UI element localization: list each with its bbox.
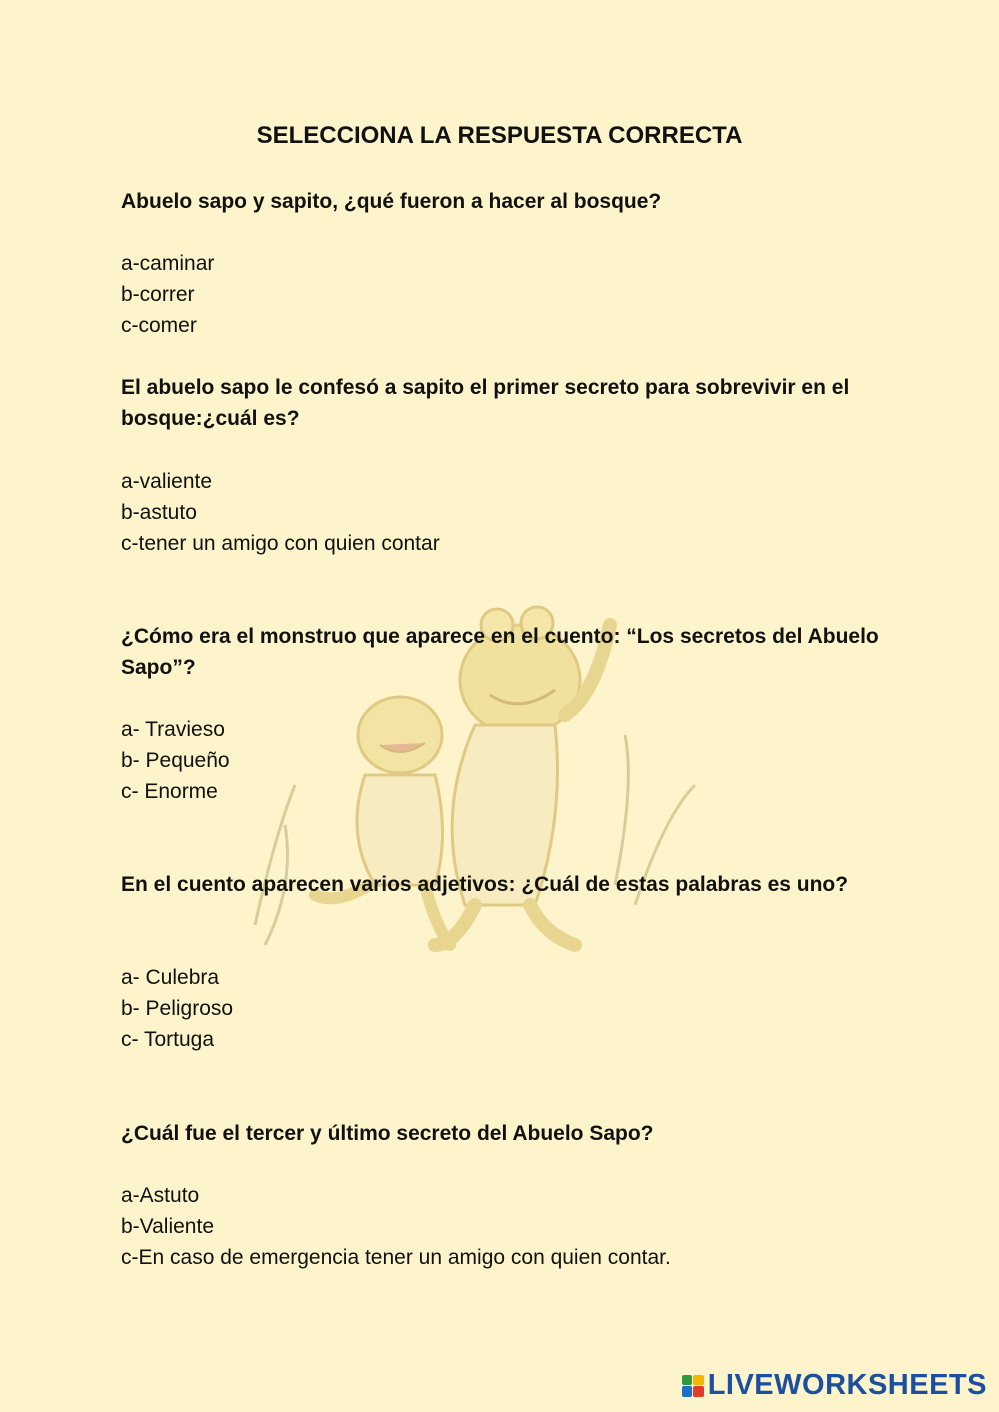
question-3: ¿Cómo era el monstruo que aparece en el cuento: “Los secretos del Abuelo Sapo”? (121, 625, 879, 679)
option-1a: a-caminar (121, 252, 215, 275)
option-5b: b-Valiente (121, 1215, 215, 1238)
option-4b: b- Peligroso (121, 997, 234, 1020)
options-2 (121, 466, 440, 559)
option-2a: a-valiente (121, 470, 213, 493)
option-4c: c- Tortuga (121, 1028, 214, 1051)
option-3c: c- Enorme (121, 780, 218, 803)
option-1c: c-comer (121, 314, 197, 337)
question-2: El abuelo sapo le confesó a sapito el primer secreto para sobrevivir en el bosque:¿cuál es? (121, 376, 850, 430)
option-1b: b-correr (121, 283, 195, 306)
options-4 (121, 962, 233, 1055)
liveworksheets-logo-icon (682, 1375, 704, 1397)
question-5: ¿Cuál fue el tercer y último secreto del Abuelo Sapo? (121, 1122, 654, 1145)
option-2b: b-astuto (121, 501, 197, 524)
question-4: En el cuento aparecen varios adjetivos: ¿Cuál de estas palabras es uno? (121, 873, 849, 896)
option-5c: c-En caso de emergencia tener un amigo con quien contar. (121, 1246, 671, 1269)
option-2c: c-tener un amigo con quien contar (121, 532, 440, 555)
brand-name: LIVEWORKSHEETS (707, 1369, 987, 1401)
option-3b: b- Pequeño (121, 749, 230, 772)
worksheet-title: SELECCIONA LA RESPUESTA CORRECTA (256, 122, 743, 149)
option-5a: a-Astuto (121, 1184, 200, 1207)
option-4a: a- Culebra (121, 966, 220, 989)
options-5 (121, 1180, 671, 1273)
liveworksheets-brand[interactable] (682, 1369, 987, 1402)
option-3a: a- Travieso (121, 718, 225, 741)
options-3 (121, 714, 230, 807)
options-1 (121, 248, 214, 341)
question-1: Abuelo sapo y sapito, ¿qué fueron a hacer al bosque? (121, 190, 662, 213)
